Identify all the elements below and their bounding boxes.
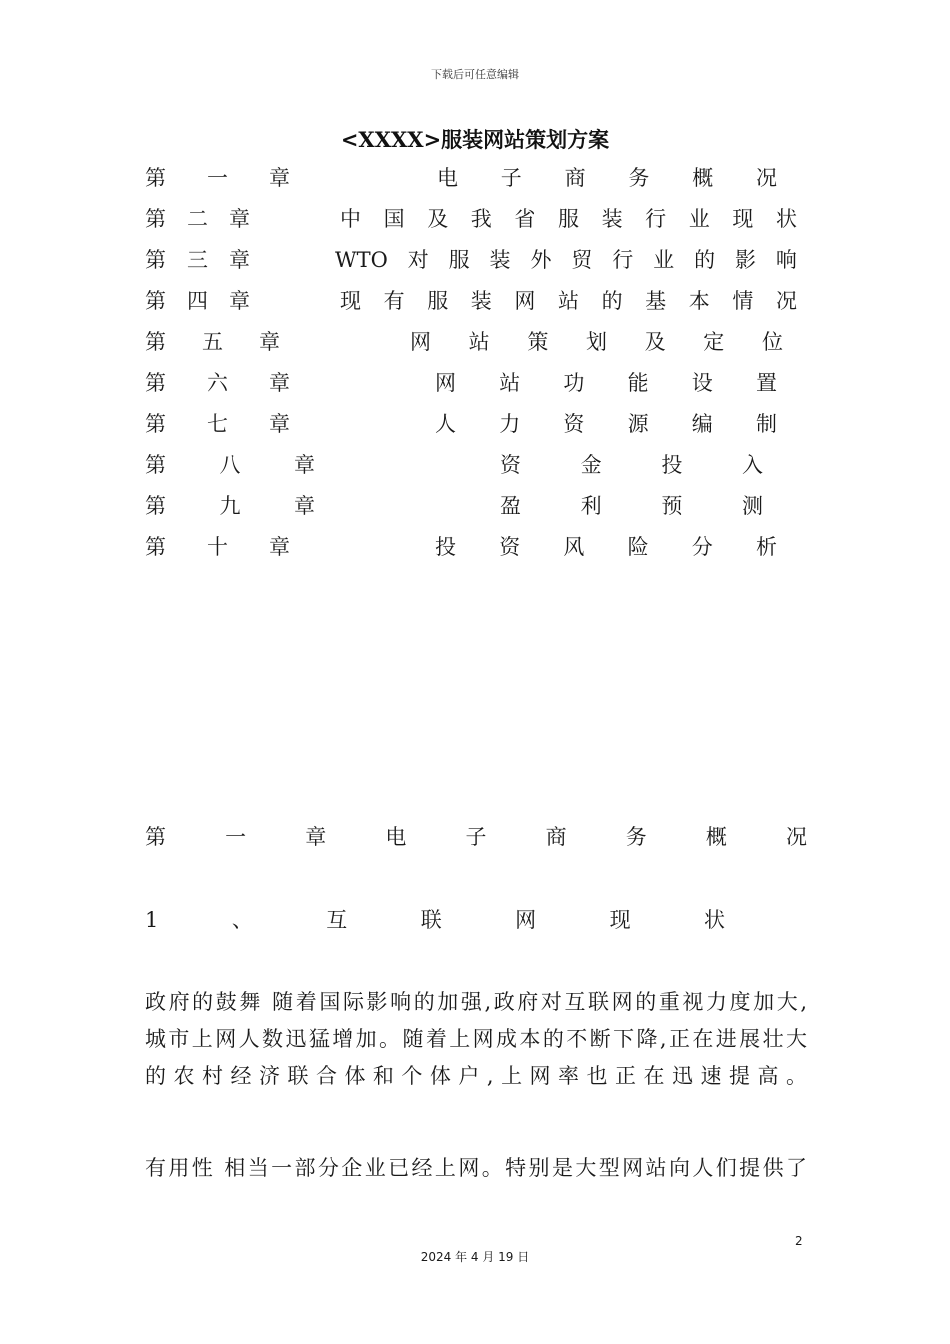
toc-entry-number: 第 三 章: [145, 248, 250, 272]
section-heading-char: 网: [515, 908, 537, 932]
toc-entry: [145, 288, 797, 314]
paragraph-line: 的农村经济联合体和个体户,上网率也正在迅速提高。: [145, 1064, 807, 1088]
toc-entry: [145, 165, 785, 191]
toc-entry-number: 第 七 章: [145, 412, 290, 436]
toc-entry-title: 网 站 功 能 设 置: [435, 371, 777, 395]
chapter-heading-char: 务: [625, 825, 647, 849]
page-footer-date: 2024 年 4 月 19 日: [420, 1250, 530, 1264]
toc-entry-title: 盈 利 预 测: [500, 494, 763, 518]
toc-entry-number: 第 八 章: [145, 453, 315, 477]
chapter-heading-char: 电: [385, 825, 407, 849]
section-heading: [145, 906, 725, 934]
section-heading-char: 联: [420, 908, 442, 932]
toc-entry-title: 电 子 商 务 概 况: [437, 166, 777, 190]
toc-entry-title: WTO 对 服 装 外 贸 行 业 的 影 响: [335, 248, 797, 272]
toc-entry-number: 第 十 章: [145, 535, 290, 559]
toc-entry: [145, 370, 785, 396]
section-heading-char: 互: [326, 908, 348, 932]
toc-entry: [145, 411, 785, 437]
document-title: <XXXX>服装网站策划方案: [340, 127, 610, 152]
toc-entry-number: 第 六 章: [145, 371, 290, 395]
toc-entry-number: 第 一 章: [145, 166, 290, 190]
toc-entry-number: 第 四 章: [145, 289, 250, 313]
chapter-heading-char: 概: [705, 825, 727, 849]
toc-entry: [145, 206, 797, 232]
chapter-heading-char: 第: [145, 825, 166, 849]
page-header: 下载后可任意编辑: [431, 68, 519, 81]
paragraph-2: [145, 1150, 807, 1187]
section-heading-char: 1: [145, 908, 159, 932]
toc-entry-title: 网 站 策 划 及 定 位: [410, 330, 783, 354]
toc-entry-number: 第 二 章: [145, 207, 250, 231]
toc-entry: [145, 493, 785, 519]
toc-entry-number: 第 九 章: [145, 494, 315, 518]
page-number: 2: [795, 1234, 803, 1248]
toc-entry: [145, 534, 785, 560]
section-heading-char: 状: [704, 908, 725, 932]
toc-entry: [145, 247, 797, 273]
section-heading-char: 、: [231, 908, 253, 932]
chapter-heading-char: 子: [465, 825, 487, 849]
chapter-heading-char: 商: [545, 825, 567, 849]
toc-entry-title: 资 金 投 入: [500, 453, 763, 477]
paragraph-line: 政府的鼓舞 随着国际影响的加强,政府对互联网的重视力度加大,: [145, 990, 807, 1014]
toc-entry-title: 现 有 服 装 网 站 的 基 本 情 况: [340, 289, 797, 313]
section-heading-char: 现: [609, 908, 631, 932]
chapter-heading-char: 一: [225, 825, 247, 849]
toc-entry: [145, 452, 785, 478]
toc-entry-title: 投 资 风 险 分 析: [435, 535, 777, 559]
paragraph-line: 城市上网人数迅猛增加。随着上网成本的不断下降,正在进展壮大: [145, 1027, 807, 1051]
paragraph-1: [145, 984, 807, 1095]
chapter-heading-char: 况: [786, 825, 807, 849]
toc-entry-title: 人 力 资 源 编 制: [435, 412, 777, 436]
toc-entry-number: 第 五 章: [145, 330, 280, 354]
chapter-heading-char: 章: [305, 825, 327, 849]
toc-entry: [145, 329, 785, 355]
chapter-heading: [145, 823, 807, 851]
paragraph-line: 有用性 相当一部分企业已经上网。特别是大型网站向人们提供了: [145, 1156, 807, 1180]
toc-entry-title: 中 国 及 我 省 服 装 行 业 现 状: [340, 207, 797, 231]
